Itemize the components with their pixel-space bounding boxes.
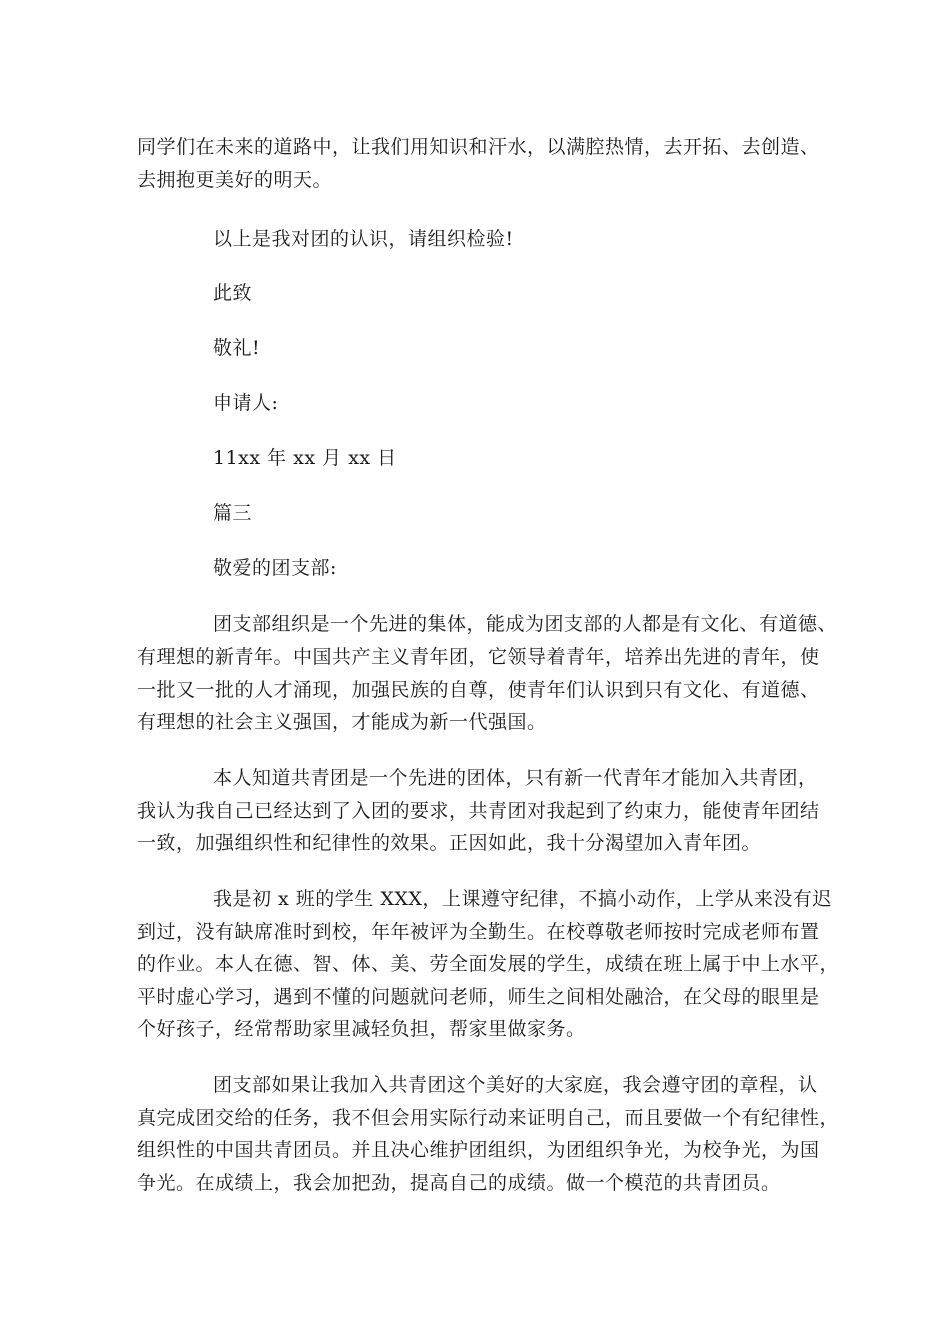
- paragraph-line: 一致，加强组织性和纪律性的效果。正因如此，我十分渴望加入青年团。: [137, 832, 762, 854]
- paragraph-line: 团支部如果让我加入共青团这个美好的大家庭，我会遵守团的章程，认: [213, 1074, 818, 1096]
- paragraph-line: 有理想的新青年。中国共产主义青年团，它领导着青年，培养出先进的青年，使: [137, 646, 820, 668]
- paragraph-line: 我是初 x 班的学生 XXX，上课遵守纪律，不搞小动作，上学从来没有迟: [213, 888, 832, 910]
- paragraph-line: 的作业。本人在德、智、体、美、劳全面发展的学生，成绩在班上属于中上水平，: [137, 953, 840, 975]
- salutation-jing-li: 敬礼!: [213, 337, 261, 359]
- paragraph-line: 组织性的中国共青团员。并且决心维护团组织，为团组织争光，为校争光，为国: [137, 1139, 820, 1161]
- date-line: 11xx 年 xx 月 xx 日: [213, 447, 397, 469]
- paragraph-line: 一批又一批的人才涌现，加强民族的自尊，使青年们认识到只有文化、有道德、: [137, 679, 820, 701]
- paragraph-line: 我认为我自己已经达到了入团的要求，共青团对我起到了约束力，能使青年团结: [137, 800, 820, 822]
- paragraph-line: 个好孩子，经常帮助家里减轻负担，帮家里做家务。: [137, 1018, 586, 1040]
- paragraph-line: 真完成团交给的任务，我不但会用实际行动来证明自己，而且要做一个有纪律性，: [137, 1107, 840, 1129]
- paragraph-line: 去拥抱更美好的明天。: [137, 169, 333, 191]
- paragraph-line: 争光。在成绩上，我会加把劲，提高自己的成绩。做一个模范的共青团员。: [137, 1172, 781, 1194]
- paragraph-line: 到过，没有缺席准时到校，年年被评为全勤生。在校尊敬老师按时完成老师布置: [137, 921, 820, 943]
- paragraph-line: 同学们在未来的道路中，让我们用知识和汗水，以满腔热情，去开拓、去创造、: [137, 136, 820, 158]
- section-heading: 篇三: [213, 502, 253, 524]
- greeting: 敬爱的团支部:: [213, 557, 337, 579]
- paragraph-line: 有理想的社会主义强国，才能成为新一代强国。: [137, 711, 547, 733]
- paragraph-line: 团支部组织是一个先进的集体，能成为团支部的人都是有文化、有道德、: [213, 613, 838, 635]
- paragraph-line: 本人知道共青团是一个先进的团体，只有新一代青年才能加入共青团，: [213, 767, 818, 789]
- salutation-ci-zhi: 此致: [213, 282, 253, 304]
- closing-statement: 以上是我对团的认识，请组织检验!: [213, 228, 514, 250]
- applicant-label: 申请人:: [213, 392, 279, 414]
- paragraph-line: 平时虚心学习，遇到不懂的问题就问老师，师生之间相处融洽，在父母的眼里是: [137, 986, 820, 1008]
